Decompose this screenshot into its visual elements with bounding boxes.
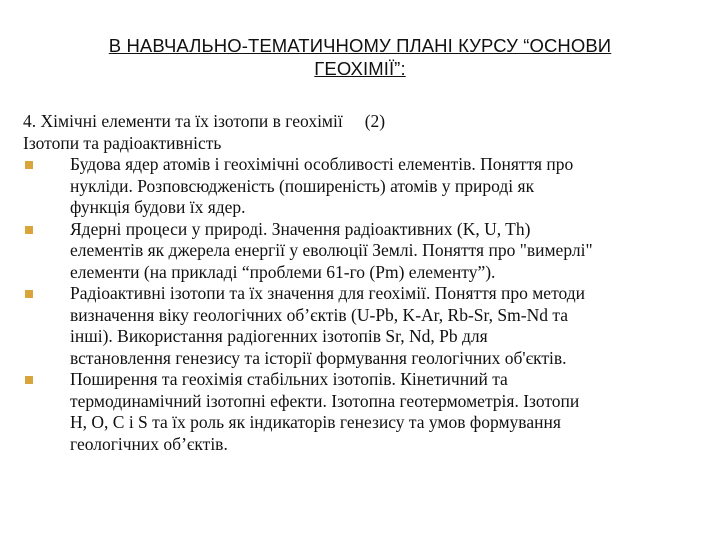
bullet-line: елементів як джерела енергії у еволюції Землі. Поняття про "вимерлі"	[70, 240, 593, 260]
topic-hours: (2)	[364, 111, 386, 131]
topic-heading	[23, 111, 713, 133]
slide-title	[40, 34, 680, 80]
bullet-line: функція будови їх ядер.	[70, 197, 246, 217]
bullet-list	[23, 154, 713, 455]
bullet-item	[23, 154, 713, 219]
bullet-line: елементи (на прикладі “проблеми 61-го (Pm) елементу”).	[70, 261, 496, 282]
square-bullet-icon	[25, 376, 33, 384]
bullet-line: Ядерні процеси у природі. Значення радіоактивних (K, U, Th)	[70, 218, 531, 239]
bullet-line: H, O, C і S та їх роль як індикаторів генезису та умов формування	[70, 412, 561, 432]
square-bullet-icon	[25, 290, 33, 298]
bullet-item	[23, 369, 713, 455]
square-bullet-icon	[25, 226, 33, 234]
bullet-line: встановлення генезису та історії формування геологічних об'єктів.	[70, 347, 567, 368]
topic-text: 4. Хімічні елементи та їх ізотопи в геохімії	[23, 111, 343, 131]
bullet-item	[23, 219, 713, 284]
bullet-line: Радіоактивні ізотопи та їх значення для геохімії. Поняття про методи	[70, 283, 586, 303]
title-line-1: В НАВЧАЛЬНО-ТЕМАТИЧНОМУ ПЛАНІ КУРСУ “ОСНОВИ	[108, 35, 612, 56]
bullet-line: нукліди. Розповсюдженість (поширеність) атомів у природі як	[70, 175, 535, 196]
bullet-line: інші). Використання радіогенних ізотопів Sr, Nd, Pb для	[70, 326, 488, 346]
bullet-line: Поширення та геохімія стабільних ізотопів. Кінетичний та	[70, 369, 508, 389]
bullet-line: Будова ядер атомів і геохімічні особливості елементів. Поняття про	[70, 154, 574, 174]
slide-body	[23, 111, 713, 455]
square-bullet-icon	[25, 161, 33, 169]
title-line-2: ГЕОХІМІЇ”:	[314, 58, 406, 79]
bullet-line: термодинамічний ізотопні ефекти. Ізотопна геотермометрія. Ізотопи	[70, 390, 580, 411]
bullet-line: геологічних об’єктів.	[70, 433, 228, 454]
bullet-line: визначення віку геологічних об’єктів (U-Pb, K-Ar, Rb-Sr, Sm-Nd та	[70, 304, 568, 325]
subheading: Ізотопи та радіоактивність	[23, 132, 222, 153]
bullet-item	[23, 283, 713, 369]
